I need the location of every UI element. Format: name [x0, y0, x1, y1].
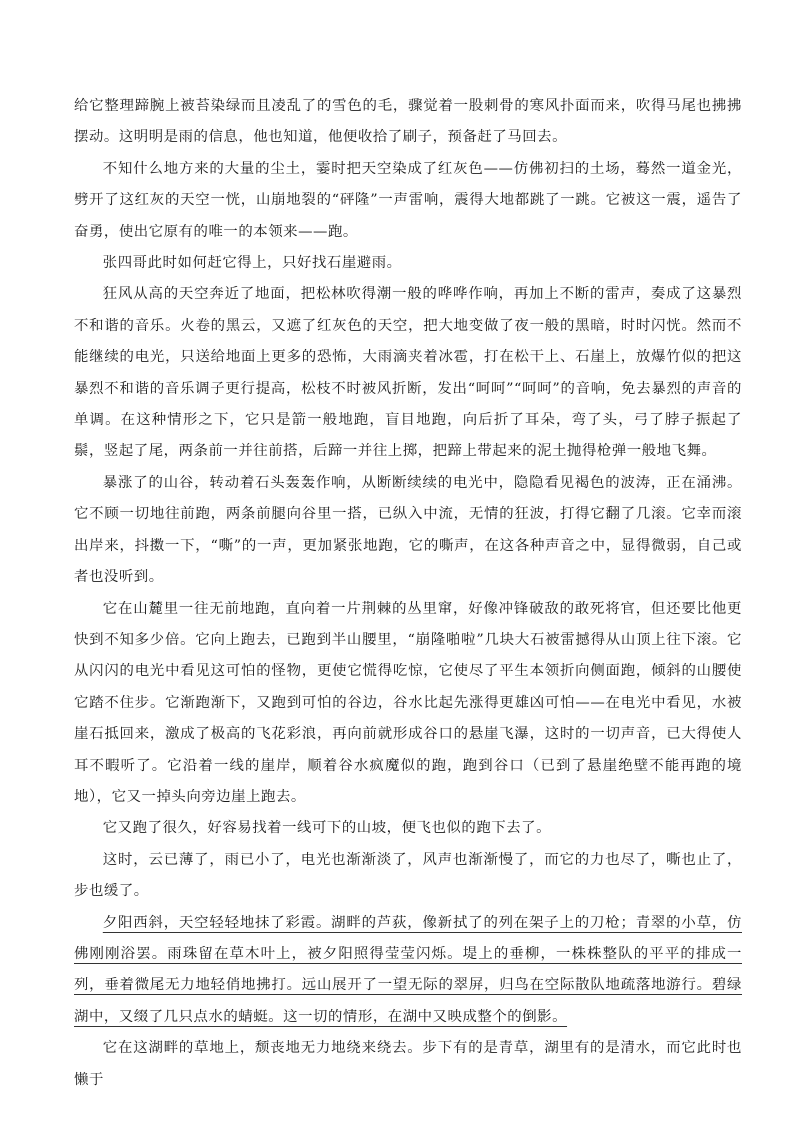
document-body: [74, 91, 742, 1096]
paragraph-8: 这时，云已薄了，雨已小了，电光也渐渐淡了，风声也渐渐慢了，而它的力也尽了，嘶也止了，步也缓了。: [74, 851, 742, 900]
paragraph-2: 不知什么地方来的大量的尘土，霎时把天空染成了红灰色——仿佛初扫的土场，蓦然一道金光，劈开了这红灰的天空一恍，山崩地裂的“砰隆”一声雷响，震得大地都跳了一跳。它被这一震，遥告了奋勇，使出它原有的唯一的本领来——跑。: [74, 160, 742, 240]
paragraph-7: 它又跑了很久，好容易找着一线可下的山坡，便飞也似的跑下去了。: [102, 820, 552, 837]
underlined-paragraph: 夕阳西斜，天空轻轻地抹了彩霞。湖畔的芦荻，像新拭了的列在架子上的刀枪；青翠的小草，仿佛刚刚浴罢。雨珠留在草木叶上，被夕阳照得莹莹闪烁。堤上的垂柳，一株株整队的平平的排成一列，垂着微尾无力地轻俏地拂打。远山展开了一望无际的翠屏，归鸟在空际散队地疏落地游行。碧绿湖中，又缀了几只点水的蜻蜓。这一切的情形，在湖中又映成整个的倒影。: [74, 914, 742, 1025]
paragraph-3: 张四哥此时如何赶它得上，只好找石崖避雨。: [102, 255, 402, 272]
paragraph-1: 给它整理蹄腕上被苔染绿而且凌乱了的雪色的毛，骤觉着一股刺骨的寒风扑面而来，吹得马尾也拂拂摆动。这明明是雨的信息，他也知道，他便收拾了刷子，预备赶了马回去。: [74, 98, 742, 146]
paragraph-5: 暴涨了的山谷，转动着石头轰轰作响，从断断续续的电光中，隐隐看见褐色的波涛，正在涌沸。它不顾一切地往前跑，两条前腿向谷里一搭，已纵入中流，无情的狂波，打得它翻了几滚。它幸而滚出岸来，抖擞一下，“嘶”的一声，更加紧张地跑，它的嘶声，在这各种声音之中，显得微弱，自己或者也没听到。: [74, 474, 742, 586]
paragraph-4: 狂风从高的天空奔近了地面，把松林吹得潮一般的哗哗作响，再加上不断的雷声，奏成了这暴烈不和谐的音乐。火卷的黑云，又遮了红灰色的天空，把大地变做了夜一般的黑暗，时时闪恍。然而不能继续的电光，只送给地面上更多的恐怖，大雨滴夹着冰雹，打在松干上、石崖上，放爆竹似的把这暴烈不和谐的音乐调子更行提高，松枝不时被风折断，发出“呵呵”“呵呵”的音响，免去暴烈的声音的单调。在这种情形之下，它只是箭一般地跑，盲目地跑，向后折了耳朵，弯了头，弓了脖子振起了鬃，竖起了尾，两条前一并往前搭，后蹄一并往上掷，把蹄上带起来的泥土抛得枪弹一般地飞舞。: [74, 286, 742, 460]
paragraph-6: 它在山麓里一往无前地跑，直向着一片荆棘的丛里窜，好像冲锋破敌的敢死将官，但还要比他更快到不知多少倍。它向上跑去，已跑到半山腰里，“崩隆啪啦”几块大石被雷撼得从山顶上往下滚。它从闪闪的电光中看见这可怕的怪物，更使它慌得吃惊，它使尽了平生本领折向侧面跑，倾斜的山腰使它踏不住步。它渐跑渐下，又跑到可怕的谷边，谷水比起先涨得更雄凶可怕——在电光中看见，水被崖石抵回来，激成了极高的飞花彩浪，再向前就形成谷口的悬崖飞瀑，这时的一切声音，已大得使人耳不暇听了。它沿着一线的崖岸，顺着谷水疯魔似的跑，跑到谷口（已到了悬崖绝壁不能再跑的境地），它又一掉头向旁边崖上跑去。: [74, 600, 742, 805]
paragraph-10: 它在这湖畔的草地上，颓丧地无力地绕来绕去。步下有的是青草，湖里有的是清水，而它此时也懒于: [74, 1040, 742, 1088]
